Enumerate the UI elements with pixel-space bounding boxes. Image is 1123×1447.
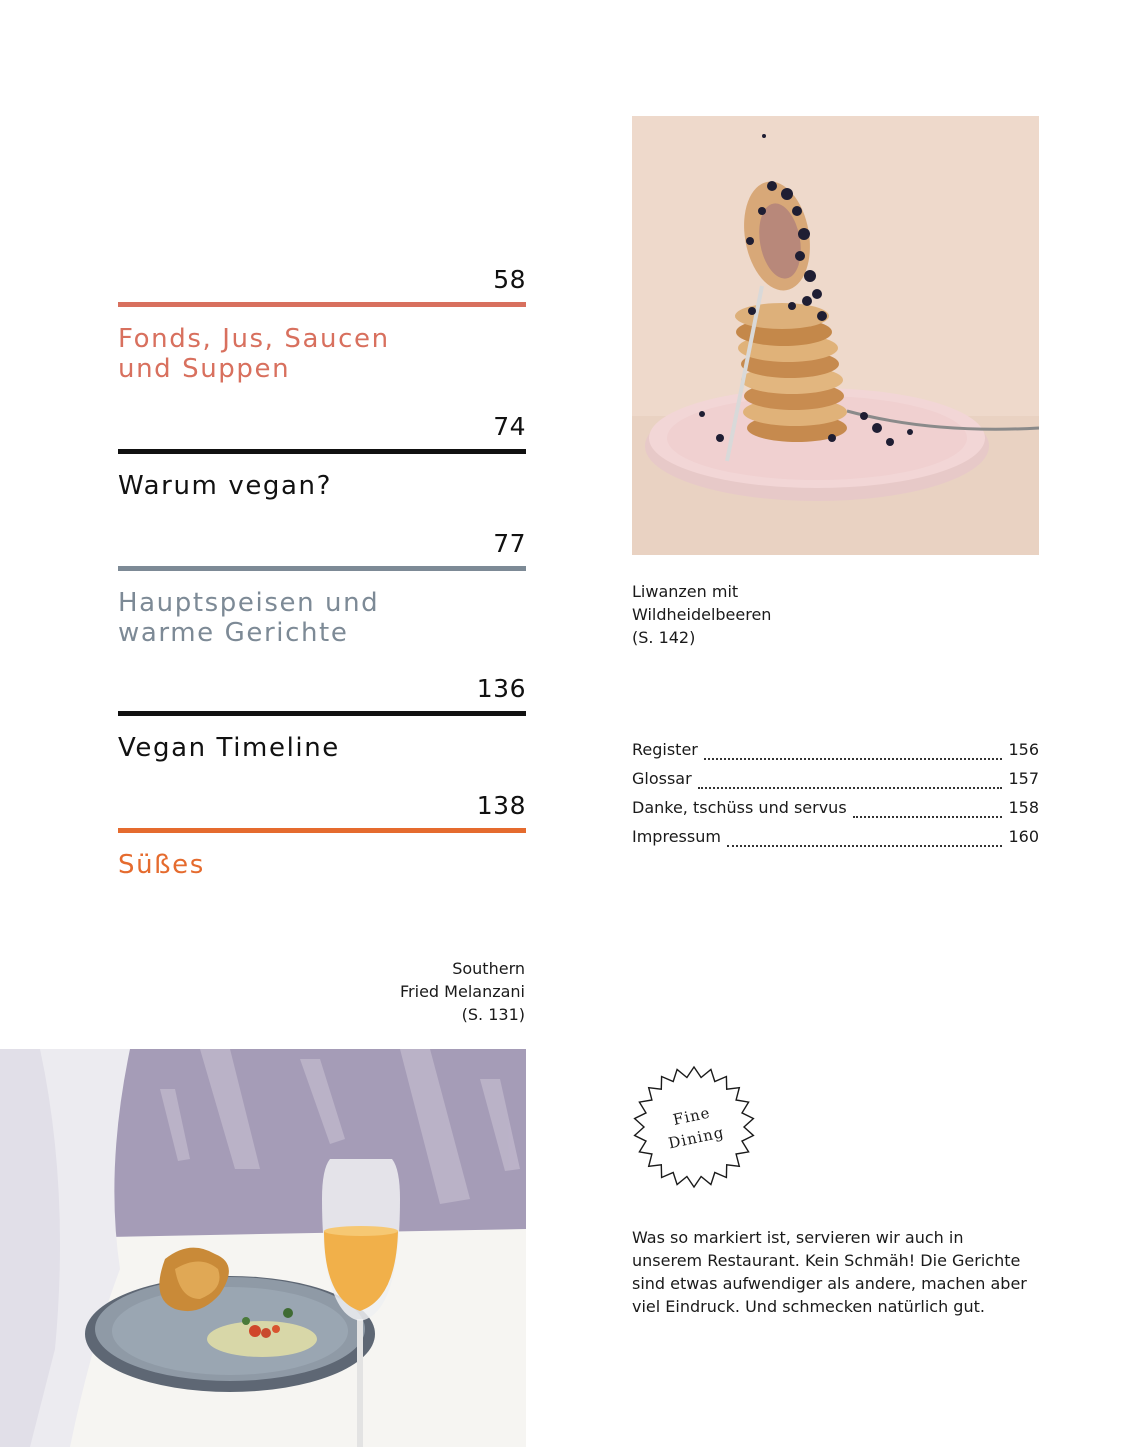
caption-line: (S. 142) <box>632 628 696 647</box>
pancakes-photo <box>632 116 1039 555</box>
toc-title <box>118 733 526 763</box>
toc-rule <box>118 302 526 307</box>
leader-dots <box>704 757 1003 760</box>
toc-rule <box>118 711 526 716</box>
register-label: Impressum <box>632 827 721 846</box>
toc-title-line: Süßes <box>118 850 205 880</box>
note-line: viel Eindruck. Und schmecken natürlich gut. <box>632 1297 985 1316</box>
register-label: Glossar <box>632 769 692 788</box>
caption-line: Liwanzen mit <box>632 582 739 601</box>
badge-line: Dining <box>666 1123 726 1153</box>
toc-page-number: 136 <box>476 674 526 703</box>
toc-page-number: 138 <box>476 791 526 820</box>
toc-entry-warum-vegan[interactable] <box>118 412 526 512</box>
register-row[interactable] <box>632 740 1039 769</box>
fine-dining-badge <box>630 1063 758 1191</box>
leader-dots <box>853 815 1003 818</box>
badge-line: Fine <box>671 1103 713 1129</box>
register-row[interactable] <box>632 769 1039 798</box>
register-page: 157 <box>1008 769 1039 788</box>
caption-line: Wildheidelbeeren <box>632 605 772 624</box>
toc-page-number: 58 <box>493 265 526 294</box>
register-row[interactable] <box>632 798 1039 827</box>
toc-rule <box>118 566 526 571</box>
register-label: Danke, tschüss und servus <box>632 798 847 817</box>
register-page: 156 <box>1008 740 1039 759</box>
caption-line: (S. 131) <box>461 1005 525 1024</box>
toc-title <box>118 588 526 648</box>
register-page: 158 <box>1008 798 1039 817</box>
toc-title-line: Fonds, Jus, Saucen <box>118 324 390 354</box>
melanzani-photo <box>0 1049 526 1447</box>
toc-rule <box>118 449 526 454</box>
note-line: unserem Restaurant. Kein Schmäh! Die Gerichte <box>632 1251 1021 1270</box>
melanzani-caption <box>400 957 525 1026</box>
badge-label <box>618 1051 770 1203</box>
toc-title-line: Hauptspeisen und <box>118 588 380 618</box>
caption-line: Southern <box>452 959 525 978</box>
toc-entry-vegan-timeline[interactable] <box>118 674 526 774</box>
pancakes-caption <box>632 580 771 649</box>
leader-dots <box>698 786 1003 789</box>
caption-line: Fried Melanzani <box>400 982 525 1001</box>
toc-title-line: warme Gerichte <box>118 618 349 648</box>
note-line: Was so markiert ist, servieren wir auch in <box>632 1228 964 1247</box>
toc-title <box>118 471 526 501</box>
toc-title <box>118 324 526 384</box>
register-list <box>632 740 1039 856</box>
toc-entry-fonds[interactable] <box>118 265 526 395</box>
toc-title-line: und Suppen <box>118 354 291 384</box>
toc-page-number: 74 <box>493 412 526 441</box>
toc-entry-suesses[interactable] <box>118 791 526 891</box>
toc-rule <box>118 828 526 833</box>
register-row[interactable] <box>632 827 1039 856</box>
leader-dots <box>727 844 1003 847</box>
register-page: 160 <box>1008 827 1039 846</box>
toc-entry-hauptspeisen[interactable] <box>118 529 526 659</box>
fine-dining-note <box>632 1226 1042 1318</box>
toc-title-line: Warum vegan? <box>118 471 333 501</box>
toc-title-line: Vegan Timeline <box>118 733 340 763</box>
note-line: sind etwas aufwendiger als andere, machen aber <box>632 1274 1027 1293</box>
toc-page-number: 77 <box>493 529 526 558</box>
register-label: Register <box>632 740 698 759</box>
toc-title <box>118 850 526 880</box>
